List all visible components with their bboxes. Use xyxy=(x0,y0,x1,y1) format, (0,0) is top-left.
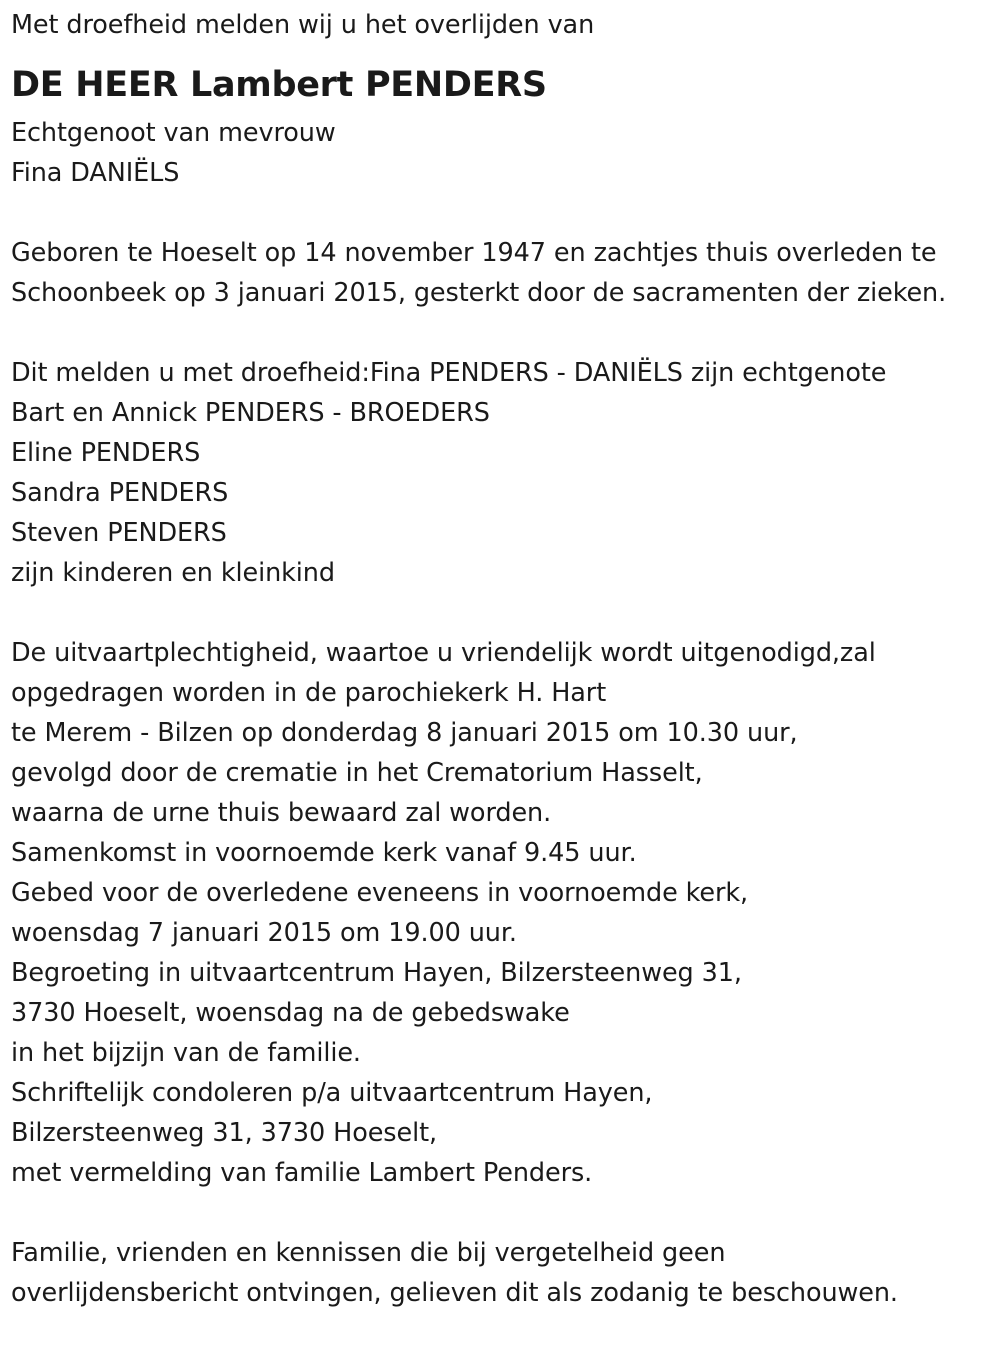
funeral-line: Bilzersteenweg 31, 3730 Hoeselt, xyxy=(11,1118,437,1148)
funeral-line: opgedragen worden in de parochiekerk H. Hart xyxy=(11,678,607,708)
funeral-line: waarna de urne thuis bewaard zal worden. xyxy=(11,798,552,828)
family-line: Eline PENDERS xyxy=(11,438,201,468)
birth-death-section xyxy=(11,233,991,313)
birth-death-line: Geboren te Hoeselt op 14 november 1947 en zachtjes thuis overleden te xyxy=(11,238,937,268)
closing-line: overlijdensbericht ontvingen, gelieven dit als zodanig te beschouwen. xyxy=(11,1278,898,1308)
birth-death-line: Schoonbeek op 3 januari 2015, gesterkt door de sacramenten der zieken. xyxy=(11,278,947,308)
family-line: Bart en Annick PENDERS - BROEDERS xyxy=(11,398,490,428)
funeral-line: te Merem - Bilzen op donderdag 8 januari 2015 om 10.30 uur, xyxy=(11,718,798,748)
deceased-name: DE HEER Lambert PENDERS xyxy=(11,65,547,105)
funeral-line: 3730 Hoeselt, woensdag na de gebedswake xyxy=(11,998,570,1028)
closing-section xyxy=(11,1233,991,1313)
obituary-notice xyxy=(11,0,991,1313)
funeral-section xyxy=(11,633,991,1193)
funeral-line: in het bijzijn van de familie. xyxy=(11,1038,361,1068)
intro-text: Met droefheid melden wij u het overlijden van xyxy=(11,10,595,40)
funeral-line: Samenkomst in voornoemde kerk vanaf 9.45 uur. xyxy=(11,838,637,868)
family-line: Steven PENDERS xyxy=(11,518,227,548)
funeral-line: Schriftelijk condoleren p/a uitvaartcentrum Hayen, xyxy=(11,1078,653,1108)
family-line: Sandra PENDERS xyxy=(11,478,229,508)
funeral-line: Begroeting in uitvaartcentrum Hayen, Bilzersteenweg 31, xyxy=(11,958,742,988)
spacer xyxy=(11,193,991,233)
spouse-line: Echtgenoot van mevrouw xyxy=(11,118,336,148)
spouse-name: Fina DANIËLS xyxy=(11,158,180,188)
family-line: zijn kinderen en kleinkind xyxy=(11,558,335,588)
spacer xyxy=(11,593,991,633)
spouse-section xyxy=(11,113,991,193)
funeral-line: Gebed voor de overledene eveneens in voornoemde kerk, xyxy=(11,878,749,908)
funeral-line: De uitvaartplechtigheid, waartoe u vriendelijk wordt uitgenodigd,zal xyxy=(11,638,876,668)
funeral-line: met vermelding van familie Lambert Penders. xyxy=(11,1158,593,1188)
funeral-line: gevolgd door de crematie in het Crematorium Hasselt, xyxy=(11,758,703,788)
funeral-line: woensdag 7 januari 2015 om 19.00 uur. xyxy=(11,918,517,948)
family-line: Dit melden u met droefheid:Fina PENDERS - DANIËLS zijn echtgenote xyxy=(11,358,887,388)
closing-line: Familie, vrienden en kennissen die bij vergetelheid geen xyxy=(11,1238,726,1268)
spacer xyxy=(11,313,991,353)
family-section xyxy=(11,353,991,593)
spacer xyxy=(11,1193,991,1233)
